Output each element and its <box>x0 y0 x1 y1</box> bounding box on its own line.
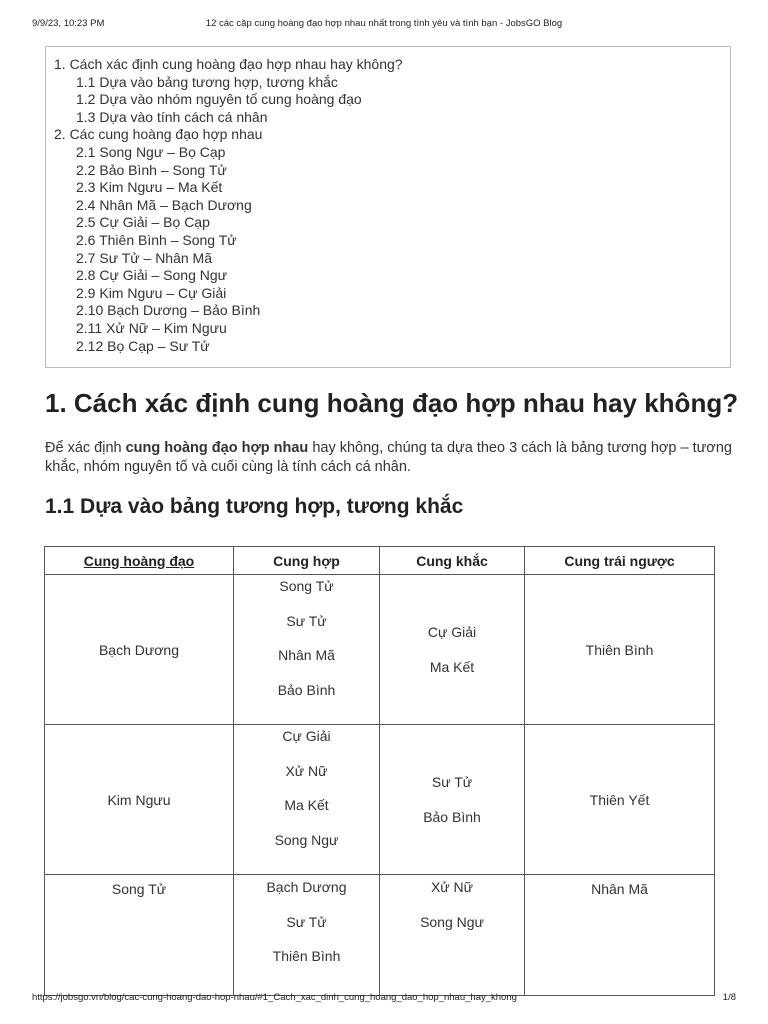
print-date: 9/9/23, 10:23 PM <box>32 18 105 29</box>
toc-link[interactable]: 2.2 Bảo Bình – Song Tử <box>76 161 227 178</box>
column-header-sign <box>45 547 234 575</box>
toc-link[interactable]: 1.2 Dựa vào nhóm nguyên tố cung hoàng đạo <box>76 91 362 108</box>
compatible-cell-entry: Xử Nữ <box>285 762 328 779</box>
table-header-row <box>45 547 715 575</box>
incompatible-cell <box>380 875 525 996</box>
opposite-cell <box>525 875 715 996</box>
opposite-cell-text: Thiên Yết <box>589 791 650 808</box>
print-footer <box>32 992 736 1006</box>
intro-paragraph <box>45 439 735 477</box>
sign-cell-text: Song Tử <box>111 881 167 897</box>
opposite-cell <box>525 725 715 875</box>
compatible-cell-entry: Song Ngư <box>274 831 339 848</box>
compatible-cell-entry: Bảo Bình <box>277 681 336 698</box>
compatible-cell-entry: Sư Tử <box>286 612 327 629</box>
incompatible-cell-entry: Ma Kết <box>429 658 475 675</box>
intro-text-end: hay không, chúng ta dựa theo 3 cách là bảng tương hợp – tương khắc, nhóm nguyên tố và cuối cùng là tính cách cá nhân. <box>45 440 732 475</box>
compatible-cell-entry: Thiên Bình <box>272 948 341 964</box>
toc-link[interactable]: 2.12 Bọ Cạp – Sư Tử <box>76 337 210 354</box>
sign-cell <box>45 875 234 996</box>
incompatible-cell <box>380 725 525 875</box>
print-url: https://jobsgo.vn/blog/cac-cung-hoang-dao-hop-nhau/#1_Cach_xac_dinh_cung_hoang_dao_hop_nhau_hay_khong <box>32 992 517 1003</box>
toc-link[interactable]: 2.1 Song Ngư – Bọ Cạp <box>76 143 226 160</box>
incompatible-cell-entry: Cự Giải <box>427 624 477 640</box>
opposite-cell <box>525 575 715 725</box>
zodiac-compatibility-table <box>44 546 715 996</box>
opposite-cell-text: Thiên Bình <box>585 641 654 658</box>
print-page-title: 12 các cặp cung hoàng đạo hợp nhau nhất trong tình yêu và tình bạn - JobsGO Blog <box>205 18 563 29</box>
column-header-compatible: Cung hợp <box>234 547 380 575</box>
table-of-contents <box>45 46 731 368</box>
sign-cell-text: Kim Ngưu <box>107 791 171 808</box>
compatible-cell-entry: Bạch Dương <box>266 879 347 895</box>
section-heading-1: 1. Cách xác định cung hoàng đạo hợp nhau hay không? <box>45 388 739 418</box>
intro-keyword-link[interactable]: cung hoàng đạo hợp nhau <box>125 440 309 456</box>
sign-cell <box>45 575 234 725</box>
print-header <box>32 18 736 32</box>
toc-link[interactable]: 1. Cách xác định cung hoàng đạo hợp nhau hay không? <box>54 56 403 72</box>
section-heading-1-1: 1.1 Dựa vào bảng tương hợp, tương khắc <box>45 495 464 518</box>
sign-cell-text: Bạch Dương <box>98 641 180 658</box>
toc-link[interactable]: 2.9 Kim Ngưu – Cự Giải <box>76 284 227 301</box>
toc-link[interactable]: 2.8 Cự Giải – Song Ngư <box>76 267 228 284</box>
toc-link[interactable]: 2.4 Nhân Mã – Bạch Dương <box>76 196 252 213</box>
toc-link[interactable]: 2. Các cung hoàng đạo hợp nhau <box>54 126 263 143</box>
compatible-cell-entry: Song Tử <box>279 578 334 594</box>
incompatible-cell-entry: Sư Tử <box>431 774 473 790</box>
toc-link[interactable]: 1.3 Dựa vào tính cách cá nhân <box>76 108 268 125</box>
compatible-cell-entry: Nhân Mã <box>278 647 335 663</box>
page-number: 1/8 <box>722 992 736 1003</box>
toc-link[interactable]: 2.5 Cự Giải – Bọ Cạp <box>76 214 210 231</box>
compatible-cell-entry: Sư Tử <box>286 913 327 930</box>
table-row <box>45 875 715 996</box>
compatible-cell <box>234 575 380 725</box>
compatible-cell-entry: Cự Giải <box>282 728 331 744</box>
column-header-sign-label: Cung hoàng đạo <box>83 552 195 569</box>
toc-link[interactable]: 2.10 Bạch Dương – Bảo Bình <box>76 302 261 319</box>
table-row <box>45 575 715 725</box>
toc-link[interactable]: 1.1 Dựa vào bảng tương hợp, tương khắc <box>76 73 338 90</box>
toc-link[interactable]: 2.11 Xử Nữ – Kim Ngưu <box>76 319 227 336</box>
toc-link[interactable]: 2.6 Thiên Bình – Song Tử <box>76 231 237 248</box>
incompatible-cell <box>380 575 525 725</box>
incompatible-cell-entry: Xử Nữ <box>430 879 474 895</box>
compatible-cell <box>234 875 380 996</box>
table-row <box>45 725 715 875</box>
incompatible-cell-entry: Song Ngư <box>420 913 484 930</box>
opposite-cell-text: Nhân Mã <box>591 881 648 897</box>
incompatible-cell-entry: Bảo Bình <box>423 808 481 825</box>
column-header-opposite: Cung trái ngược <box>525 547 715 575</box>
sign-cell <box>45 725 234 875</box>
compatible-cell <box>234 725 380 875</box>
intro-text-start: Để xác định <box>45 440 126 456</box>
compatible-cell-entry: Ma Kết <box>284 797 329 813</box>
toc-link[interactable]: 2.7 Sư Tử – Nhân Mã <box>76 249 212 266</box>
column-header-incompatible: Cung khắc <box>380 547 525 575</box>
toc-link[interactable]: 2.3 Kim Ngưu – Ma Kết <box>76 179 223 196</box>
